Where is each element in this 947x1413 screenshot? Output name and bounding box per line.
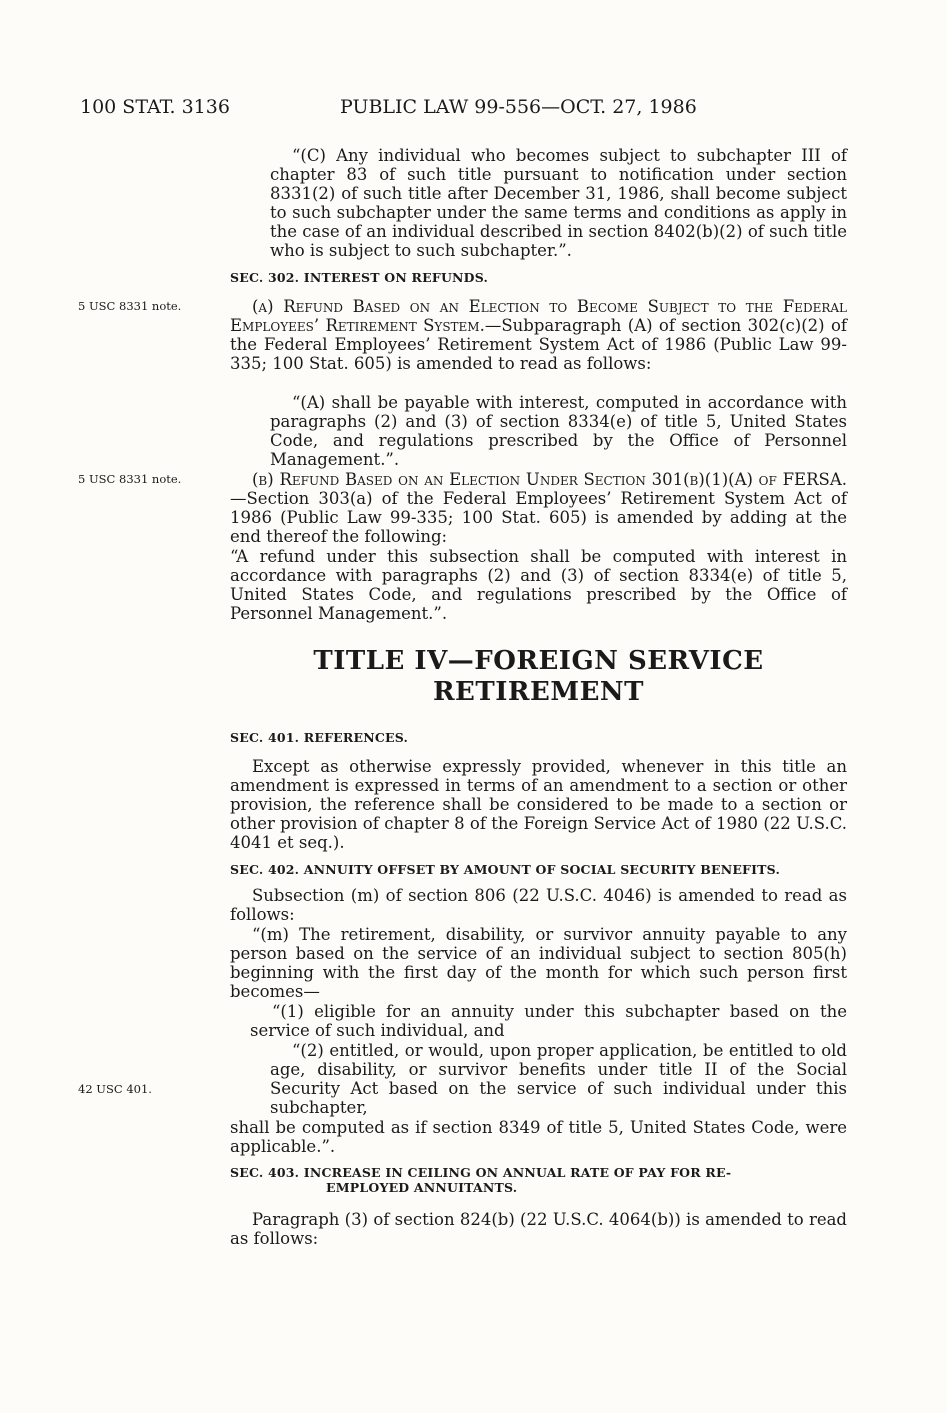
title-iv-heading [230,646,847,708]
sec-402-intro: Subsection (m) of section 806 (22 U.S.C. 4046) is amended to read as follows: [230,886,847,924]
subsection-a-quote: “(A) shall be payable with interest, computed in accordance with paragraphs (2) and (3) of section 8334(e) of title 5, United States Code, and regulations prescribed by the Office of Personnel Management.”. [270,393,847,469]
title-iv-line2: RETIREMENT [432,677,645,707]
sec-403-heading-line2: EMPLOYED ANNUITANTS. [326,1180,518,1195]
subsection-a [230,297,847,373]
margin-note-b: 5 USC 8331 note. [78,472,182,486]
item-1: “(1) eligible for an annuity under this subchapter based on the service of such individual, and [250,1002,847,1040]
subsection-b [230,470,847,546]
sec-401-text: Except as otherwise expressly provided, whenever in this title an amendment is expressed in terms of an amendment to a section or other provision, the reference shall be considered to be made to a section or other provision of chapter 8 of the Foreign Service Act of 1980 (22 U.S.C. 4041 et seq.). [230,757,847,852]
subsection-b-text: —Section 303(a) of the Federal Employees’ Retirement System Act of 1986 (Public Law 99-335; 100 Stat. 605) is amended by adding at the end thereof the following: [230,489,847,546]
subsection-m: “(m) The retirement, disability, or survivor annuity payable to any person based on the service of an individual subject to section 805(h) beginning with the first day of the month for which such person first becomes— [230,925,847,1001]
margin-note-a: 5 USC 8331 note. [78,299,182,313]
sec-402-heading: SEC. 402. ANNUITY OFFSET BY AMOUNT OF SOCIAL SECURITY BENEFITS. [230,862,781,877]
sec-403-text: Paragraph (3) of section 824(b) (22 U.S.C. 4064(b)) is amended to read as follows: [230,1210,847,1248]
subsection-b-heading: (b) Refund Based on an Election Under Section 301(b)(1)(A) of FERSA. [252,470,847,489]
subsection-a-text: —Subparagraph (A) of section 302(c)(2) of the Federal Employees’ Retirement System Act of 1986 (Public Law 99-335; 100 Stat. 605) is amended to read as follows: [230,316,847,373]
sec-401-heading: SEC. 401. REFERENCES. [230,730,409,745]
stat-page-number: 100 STAT. 3136 [80,96,230,118]
subsection-b-quote: “A refund under this subsection shall be computed with interest in accordance with paragraphs (2) and (3) of section 8334(e) of title 5, United States Code, and regulations prescribed by the Office of Personnel Management.”. [230,547,847,623]
sec-302-heading: SEC. 302. INTEREST ON REFUNDS. [230,270,489,285]
item-2: “(2) entitled, or would, upon proper application, be entitled to old age, disability, or survivor benefits under title II of the Social Security Act based on the service of such individual under this subchapter, [270,1041,847,1117]
title-iv-line1: TITLE IV—FOREIGN SERVICE [313,646,764,676]
subsection-a-heading: (a) Refund Based on an Election to Become Subject to the Federal Employees’ Retirement System. [230,297,847,335]
law-citation-header: PUBLIC LAW 99-556—OCT. 27, 1986 [340,96,697,118]
margin-note-42usc: 42 USC 401. [78,1082,152,1096]
sec-403-heading-line1: SEC. 403. INCREASE IN CEILING ON ANNUAL RATE OF PAY FOR RE- [230,1165,732,1180]
paragraph-c: “(C) Any individual who becomes subject to subchapter III of chapter 83 of such title pursuant to notification under section 8331(2) of such title after December 31, 1986, shall become subject to such subchapter under the same terms and conditions as apply in the case of an individual described in section 8402(b)(2) of such title who is subject to such subchapter.”. [270,146,847,260]
sec-403-heading [230,1165,847,1195]
sec-402-closing: shall be computed as if section 8349 of title 5, United States Code, were applicable.”. [230,1118,847,1156]
